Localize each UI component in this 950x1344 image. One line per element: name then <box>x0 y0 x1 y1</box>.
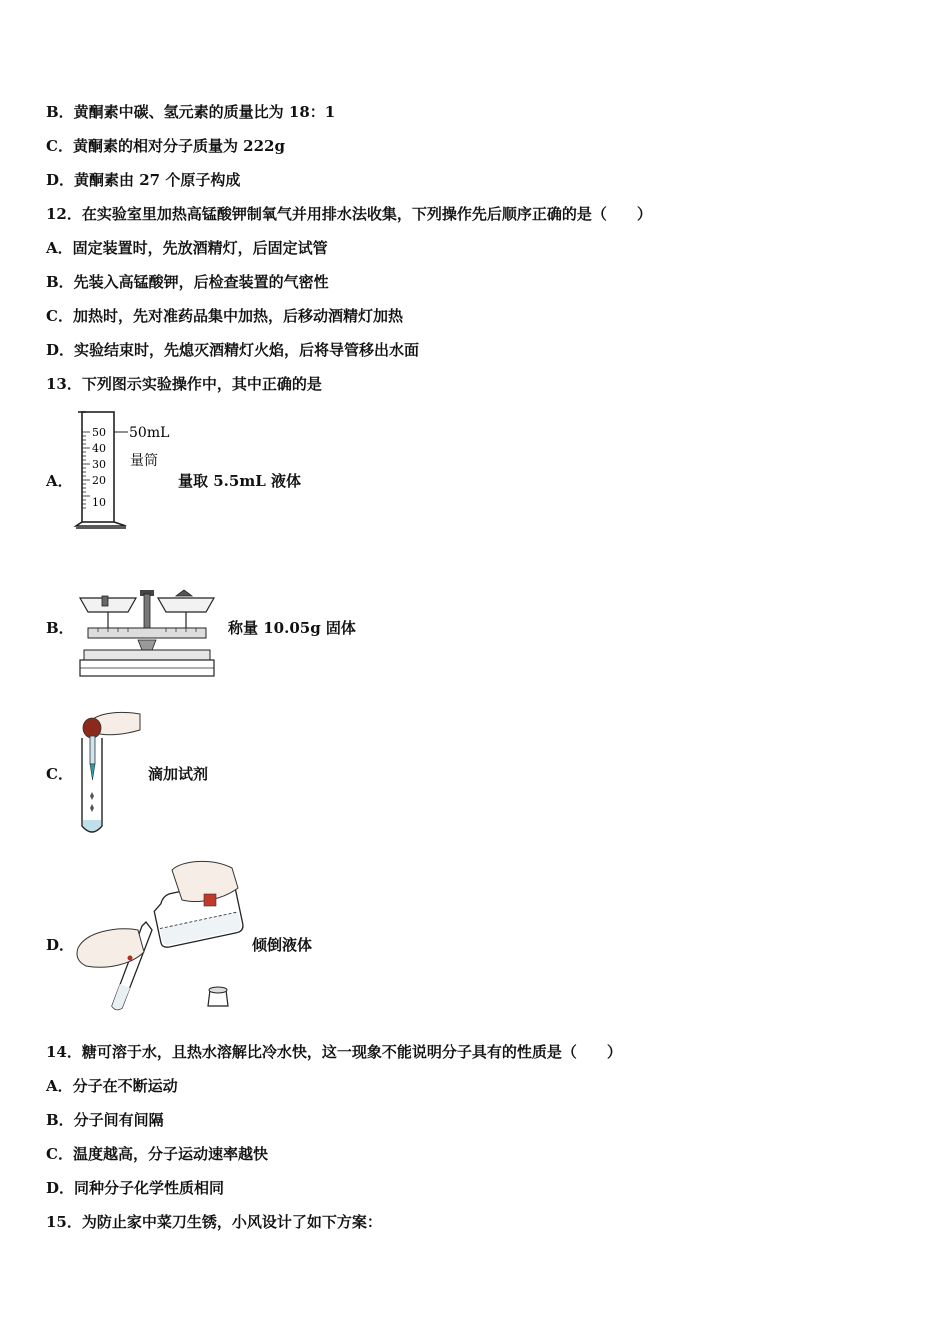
q14-option-b: B．分子间有间隔 <box>46 1111 164 1129</box>
balance-scale-figure <box>78 588 218 680</box>
q12-option-b: B．先装入高锰酸钾，后检查装置的气密性 <box>46 273 329 291</box>
cylinder-tick-10: 10 <box>92 496 106 509</box>
q14-option-d: D．同种分子化学性质相同 <box>46 1179 225 1197</box>
cylinder-name-label: 量筒 <box>130 453 158 469</box>
q12-option-d: D．实验结束时，先熄灭酒精灯火焰，后将导管移出水面 <box>46 341 420 359</box>
dropper-test-tube-figure <box>76 708 146 840</box>
cylinder-tick-20: 20 <box>92 474 106 487</box>
q13-option-d-caption: 倾倒液体 <box>252 936 313 954</box>
pouring-liquid-figure <box>72 860 252 1012</box>
q11-option-c: C．黄酮素的相对分子质量为 222g <box>46 137 285 155</box>
q13-option-a-caption: 量取 5.5mL 液体 <box>178 472 301 490</box>
q15-stem: 15．为防止家中菜刀生锈，小风设计了如下方案： <box>46 1213 382 1231</box>
q14-option-a: A．分子在不断运动 <box>46 1077 178 1095</box>
q14-option-c: C．温度越高，分子运动速率越快 <box>46 1145 268 1163</box>
q13-option-b-letter: B． <box>46 619 74 637</box>
q13-option-b-caption: 称量 10.05g 固体 <box>228 619 356 637</box>
q13-option-a-letter: A． <box>46 472 73 490</box>
q12-option-a: A．固定装置时，先放酒精灯，后固定试管 <box>46 239 328 257</box>
q12-option-c: C．加热时，先对准药品集中加热，后移动酒精灯加热 <box>46 307 403 325</box>
cylinder-capacity-label: 50mL <box>129 425 170 441</box>
cylinder-tick-40: 40 <box>92 442 106 455</box>
q12-stem: 12．在实验室里加热高锰酸钾制氧气并用排水法收集，下列操作先后顺序正确的是（ ） <box>46 205 652 223</box>
cylinder-tick-50: 50 <box>92 426 106 439</box>
q14-stem: 14．糖可溶于水，且热水溶解比冷水快，这一现象不能说明分子具有的性质是（ ） <box>46 1043 622 1061</box>
q13-stem: 13．下列图示实验操作中，其中正确的是 <box>46 375 322 393</box>
q13-option-d-letter: D． <box>46 936 75 954</box>
graduated-cylinder-figure <box>78 410 188 532</box>
q13-option-c-letter: C． <box>46 765 73 783</box>
q11-option-b: B．黄酮素中碳、氢元素的质量比为 18：1 <box>46 103 336 121</box>
cylinder-tick-30: 30 <box>92 458 106 471</box>
q13-option-c-caption: 滴加试剂 <box>148 765 209 783</box>
q11-option-d: D．黄酮素由 27 个原子构成 <box>46 171 241 189</box>
